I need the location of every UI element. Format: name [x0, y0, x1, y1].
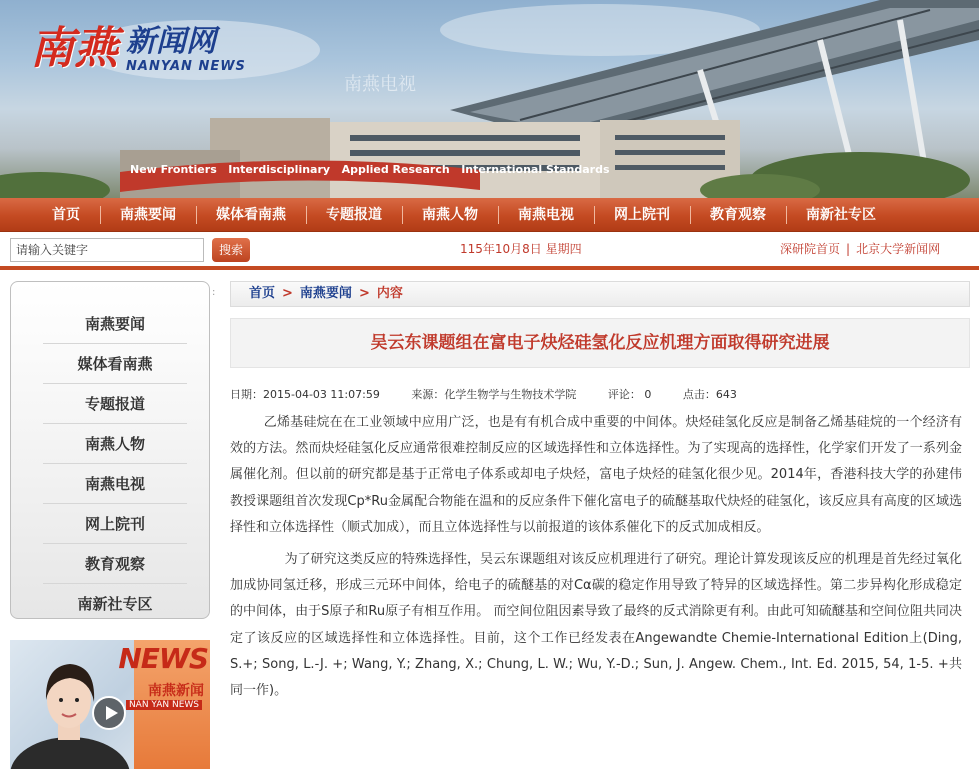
- article-date: 日期：2015-04-03 11:07:59: [230, 388, 380, 401]
- nav-item-media[interactable]: 媒体看南燕: [196, 198, 306, 232]
- breadcrumb-section[interactable]: 南燕要闻: [299, 286, 352, 301]
- search-toolbar: [0, 232, 979, 266]
- building-sign: [130, 163, 610, 176]
- play-icon[interactable]: [92, 696, 126, 730]
- link-separator: |: [846, 242, 851, 256]
- nav-item-tv[interactable]: 南燕电视: [498, 198, 594, 232]
- nav-item-education[interactable]: 教育观察: [690, 198, 786, 232]
- logo-news-en: NANYAN NEWS: [126, 59, 246, 74]
- nav-item-news[interactable]: 南燕要闻: [100, 198, 196, 232]
- sidebar-item-journal[interactable]: 网上院刊: [43, 504, 187, 544]
- nav-item-home[interactable]: 首页: [52, 206, 80, 223]
- nav-item-topics[interactable]: 专题报道: [306, 198, 402, 232]
- site-logo[interactable]: [30, 24, 246, 74]
- building-sign-text: Applied Research: [341, 163, 450, 176]
- top-links: [780, 240, 940, 257]
- link-institute-home[interactable]: 深研院首页: [780, 242, 841, 256]
- building-sign-text: Interdisciplinary: [228, 163, 331, 176]
- sidebar-item-education[interactable]: 教育观察: [43, 544, 187, 584]
- sidebar-item-media[interactable]: 媒体看南燕: [43, 344, 187, 384]
- building-sign-text: International Standards: [461, 163, 610, 176]
- article-source: 来源：化学生物学与生物技术学院: [411, 388, 577, 401]
- breadcrumb-home[interactable]: 首页: [249, 286, 276, 301]
- sidebar-item-tv[interactable]: 南燕电视: [43, 464, 187, 504]
- header-banner: [0, 0, 979, 198]
- article-comments: 评论： 0: [607, 388, 652, 401]
- sidebar-item-press[interactable]: 南新社专区: [77, 595, 153, 613]
- nav-item-press[interactable]: 南新社专区: [786, 198, 896, 232]
- search-input[interactable]: [10, 238, 204, 262]
- article-hits: 点击：643: [682, 388, 737, 401]
- video-promo[interactable]: [10, 640, 210, 769]
- sidebar-item-topics[interactable]: 专题报道: [43, 384, 187, 424]
- article-title: 吴云东课题组在富电子炔烃硅氢化反应机理方面取得研究进展: [370, 333, 830, 353]
- news-word: NEWS: [118, 642, 208, 675]
- divider: [0, 266, 979, 270]
- article-meta: [230, 386, 765, 402]
- logo-cn: 南燕: [30, 23, 118, 74]
- current-date: 115年10月8日 星期四: [460, 242, 582, 256]
- logo-news-cn: 新闻网: [126, 24, 216, 59]
- main-nav: [0, 198, 979, 232]
- sidebar-item-news[interactable]: 南燕要闻: [43, 304, 187, 344]
- news-cn: 南燕新闻: [148, 683, 204, 699]
- breadcrumb: [230, 281, 970, 307]
- article-title-box: [230, 318, 970, 368]
- building-sign-text: New Frontiers: [130, 163, 217, 176]
- nav-item-people[interactable]: 南燕人物: [402, 198, 498, 232]
- nav-item-journal[interactable]: 网上院刊: [594, 198, 690, 232]
- breadcrumb-arrow: >: [358, 286, 370, 301]
- sidebar-menu: [10, 281, 210, 619]
- news-en: NAN YAN NEWS: [126, 700, 202, 710]
- link-pku-news[interactable]: 北京大学新闻网: [856, 242, 941, 256]
- decor-dots: :: [212, 287, 216, 298]
- search-button[interactable]: 搜索: [212, 238, 250, 262]
- breadcrumb-arrow: >: [282, 286, 293, 301]
- breadcrumb-current: 内容: [376, 286, 403, 301]
- article-paragraph: 为了研究这类反应的特殊选择性，吴云东课题组对该反应机理进行了研究。理论计算发现该反应的机理是首先经过氧化加成协同氢迁移，形成三元环中间体，给电子的硫醚基的对Cα碳的稳定作用导致了特异的区域选择性。第二步异构化形成稳定的中间体，由于S原子和Ru原子有相互作用。 而空间位阻因素导致了最终的反式消除更有利。由此可知硫醚基和空间位阻共同决定了该反应的区域选择性和立体选择性。目前，这个工作已经发表在Angewandte Chemie-International Edition上(Ding, S.+; Song, L.-J. +; Wang, Y.; Zhang, X.; Chung, L. W.; Wu, Y.-D.; Sun, J. Angew. Chem., Int. Ed. 2015, 54, 1-5. +共同一作)。: [230, 552, 962, 699]
- watermark-text: 南燕电视: [344, 74, 416, 95]
- sidebar-item-people[interactable]: 南燕人物: [43, 424, 187, 464]
- article-paragraph: 乙烯基硅烷在在工业领域中应用广泛，也是有有机合成中重要的中间体。炔烃硅氢化反应是制备乙烯基硅烷的一个经济有效的方法。然而炔烃硅氢化反应通常很难控制反应的区域选择性和立体选择性。为了实现高的选择性，化学家们开发了一系列金属催化剂。但以前的研究都是基于正常电子体系或却电子炔烃，富电子炔烃的硅氢化很少见。2014年，香港科技大学的孙建伟教授课题组首次发现Cp*Ru金属配合物能在温和的反应条件下催化富电子的硫醚基取代炔烃的硅氢化，该反应具有高度的区域选择性和立体选择性（顺式加成），而且立体选择性与以前报道的该体系催化下的反式加成相反。: [230, 415, 962, 535]
- article-body: [230, 410, 962, 704]
